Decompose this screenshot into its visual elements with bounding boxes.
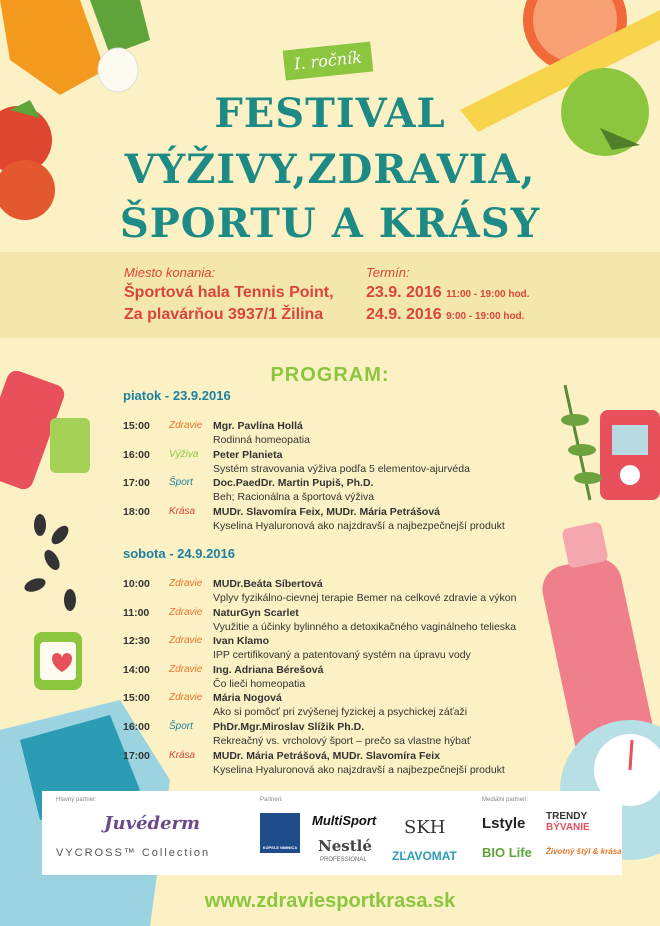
main-partner-label: Hlavný partner: (56, 797, 97, 803)
media-partners-label: Mediálni partneri: (482, 797, 529, 803)
row-speaker: PhDr.Mgr.Miroslav Slížik Ph.D. (213, 721, 365, 733)
row-category: Zdravie (169, 606, 203, 618)
row-category: Zdravie (169, 692, 203, 704)
schedule-row (123, 578, 563, 606)
partners-panel (42, 791, 622, 875)
date-label: Termín: (366, 265, 410, 280)
byvanie-logo: BÝVANIE (546, 822, 590, 833)
zlavomat-logo: ZĽAVOMAT (392, 849, 457, 863)
row-topic: IPP certifikovaný a patentovaný systém na úpravu vody (213, 649, 471, 662)
row-speaker: Mgr. Pavlína Hollá (213, 420, 303, 432)
row-time: 11:00 (123, 606, 150, 619)
row-time: 12:30 (123, 635, 150, 648)
multisport-logo: MultiSport (312, 813, 377, 828)
title-line-1: FESTIVAL (214, 90, 446, 137)
venue-label: Miesto konania: (124, 265, 216, 280)
row-topic: Systém stravovania výživa podľa 5 elementov-ajurvéda (213, 462, 470, 475)
trendy-logo: TRENDY (546, 811, 588, 822)
schedule-row (123, 607, 563, 635)
row-speaker: Peter Planieta (213, 448, 283, 461)
row-category: Krása (169, 749, 196, 761)
garlic-icon (98, 48, 138, 92)
row-speaker: MUDr.Beáta Síbertová (213, 578, 323, 590)
row-speaker: Doc.PaedDr. Martin Pupiš, Ph.D. (213, 477, 374, 490)
row-time: 18:00 (123, 505, 150, 518)
row-category: Zdravie (169, 663, 203, 675)
schedule-row (123, 477, 563, 505)
pepper-icon (0, 0, 105, 95)
row-speaker: Ing. Adriana Bérešová (213, 663, 324, 676)
day-2-heading: sobota - 24.9.2016 (123, 546, 235, 561)
row-topic: Ako si pomôcť pri zvýšenej fyzickej a psychickej záťaži (213, 706, 468, 719)
day-1-heading: piatok - 23.9.2016 (123, 388, 231, 403)
row-topic: Rekreačný vs. vrcholový šport – prečo sa vlastne hýbať (213, 735, 471, 747)
date-1-hours: 11:00 - 19:00 hod. (446, 289, 530, 300)
row-speaker: Mária Nogová (213, 692, 282, 705)
row-time: 16:00 (123, 448, 150, 461)
date-2-hours: 9:00 - 19:00 hod. (446, 311, 525, 322)
venue-line-1: Športová hala Tennis Point, (124, 284, 334, 301)
website-link[interactable]: www.zdraviesportkrasa.sk (204, 890, 456, 912)
biolife-logo: BIO Life (482, 845, 532, 860)
row-time: 16:00 (123, 721, 150, 733)
zivotny-styl-logo: Životný štýl & krása (546, 847, 622, 856)
schedule-row (123, 692, 563, 720)
row-time: 15:00 (123, 420, 150, 432)
date-2-day: 24.9. 2016 (366, 306, 442, 323)
row-category: Zdravie (169, 635, 203, 647)
schedule-row (123, 721, 563, 749)
row-speaker: MUDr. Mária Petrášová, MUDr. Slavomíra Feix (213, 749, 441, 762)
row-topic: Kyselina Hyaluronová ako najzdravší a najbezpečnejší produkt (213, 763, 505, 776)
seed-icon (34, 514, 46, 536)
date-2 (366, 304, 524, 328)
row-topic: Využitie a účinky bylinného a detoxikačného vaginálneho telieska (213, 620, 517, 633)
row-category: Šport (169, 477, 193, 489)
schedule-row (123, 635, 563, 663)
schedule-row (123, 420, 563, 448)
title-line-2: VÝŽIVY,ZDRAVIA, (124, 146, 536, 193)
schedule-row (123, 750, 563, 778)
row-category: Šport (169, 721, 193, 732)
row-category: Výživa (169, 448, 199, 460)
date-1-day: 23.9. 2016 (366, 284, 442, 301)
schedule-row (123, 506, 563, 534)
edition-tag: I. ročník (283, 41, 374, 80)
row-topic: Vplyv fyzikálno-cievnej terapie Bemer na celkové zdravie a výkon (213, 592, 517, 604)
nestle-professional: PROFESSIONAL (320, 857, 367, 863)
row-time: 15:00 (123, 692, 150, 705)
vycross-text: VYCROSS™ Collection (56, 847, 211, 859)
nestle-logo: Nestlé (318, 837, 372, 855)
row-speaker: NaturGyn Scarlet (213, 606, 299, 619)
row-time: 17:00 (123, 477, 150, 490)
row-time: 14:00 (123, 663, 150, 676)
row-category: Krása (169, 505, 196, 517)
row-category: Zdravie (169, 420, 203, 431)
row-speaker: Ivan Klamo (213, 635, 270, 648)
row-category: Zdravie (169, 578, 203, 589)
venue-line-2: Za plavárňou 3937/1 Žilina (124, 306, 324, 323)
row-time: 10:00 (123, 578, 150, 590)
row-time: 17:00 (123, 749, 150, 762)
schedule-row (123, 449, 563, 477)
juvederm-logo: Juvéderm (104, 813, 201, 834)
skh-logo: SKH (404, 817, 446, 838)
lstyle-logo: Lstyle (482, 815, 526, 832)
title-line-3: ŠPORTU A KRÁSY (119, 200, 541, 247)
schedule-row (123, 664, 563, 692)
row-topic: Beh; Racionálna a športová výživa (213, 491, 375, 504)
partners-label: Partneri: (260, 797, 283, 803)
leaf-icon (90, 0, 150, 55)
kupele-nimnica-logo: KÚPELE NIMNICA (260, 813, 300, 853)
row-topic: Kyselina Hyaluronová ako najzdravší a najbezpečnejší produkt (213, 519, 505, 532)
program-title: PROGRAM: (270, 364, 390, 386)
row-speaker: MUDr. Slavomíra Feix, MUDr. Mária Petrášová (213, 505, 441, 518)
row-topic: Čo lieči homeopatia (213, 677, 306, 690)
row-topic: Rodinná homeopatia (213, 434, 310, 446)
date-1 (366, 282, 529, 306)
